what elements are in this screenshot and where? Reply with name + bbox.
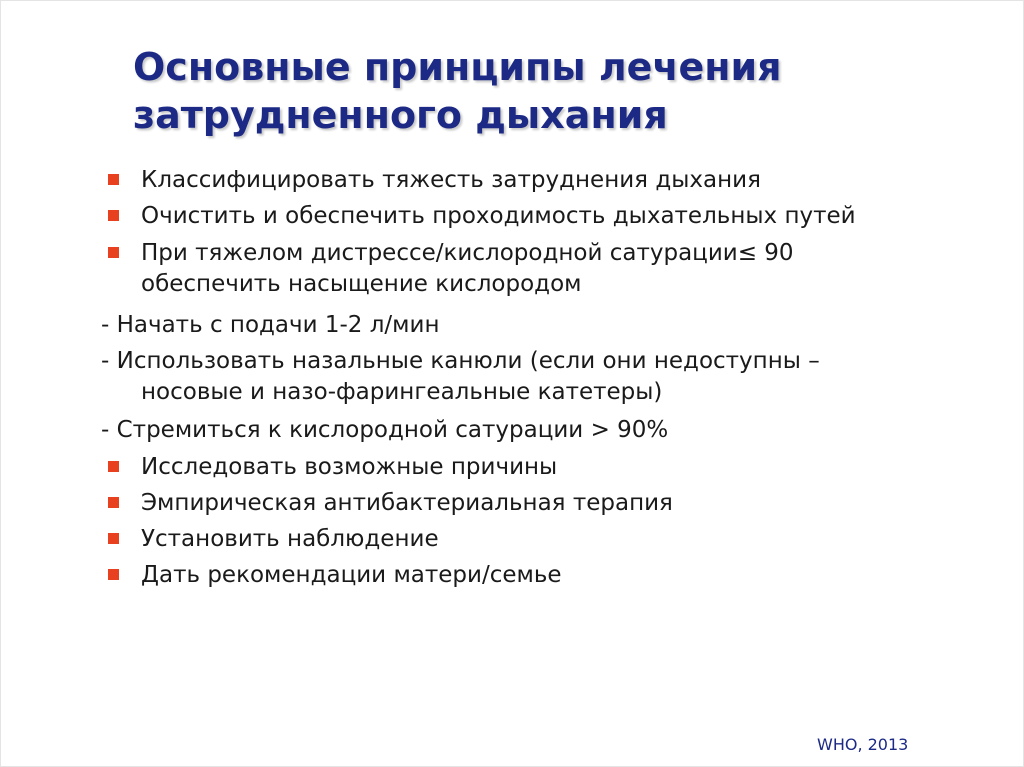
square-bullet-icon xyxy=(108,461,119,472)
list-item-continuation: обеспечить насыщение кислородом xyxy=(141,271,582,297)
source-citation: WHO, 2013 xyxy=(817,735,909,754)
slide-title xyxy=(133,43,782,139)
list-subitem: - Начать с подачи 1-2 л/мин xyxy=(101,312,440,338)
slide-title-line-1: Основные принципы лечения xyxy=(133,45,782,89)
list-subitem: - Использовать назальные канюли (если они недоступны – xyxy=(101,348,820,374)
square-bullet-icon xyxy=(108,247,119,258)
list-item: Эмпирическая антибактериальная терапия xyxy=(141,490,673,516)
list-item: Исследовать возможные причины xyxy=(141,454,558,480)
list-item: Установить наблюдение xyxy=(141,526,439,552)
square-bullet-icon xyxy=(108,569,119,580)
square-bullet-icon xyxy=(108,174,119,185)
slide-title-line-2: затрудненного дыхания xyxy=(133,93,668,137)
square-bullet-icon xyxy=(108,497,119,508)
list-item: Очистить и обеспечить проходимость дыхательных путей xyxy=(141,203,856,229)
square-bullet-icon xyxy=(108,533,119,544)
list-item: При тяжелом дистрессе/кислородной сатурации≤ 90 xyxy=(141,240,794,266)
list-item: Дать рекомендации матери/семье xyxy=(141,562,562,588)
square-bullet-icon xyxy=(108,210,119,221)
list-subitem: - Стремиться к кислородной сатурации > 90% xyxy=(101,417,669,443)
list-subitem-continuation: носовые и назо-фарингеальные катетеры) xyxy=(141,379,663,405)
list-item: Классифицировать тяжесть затруднения дыхания xyxy=(141,167,761,193)
